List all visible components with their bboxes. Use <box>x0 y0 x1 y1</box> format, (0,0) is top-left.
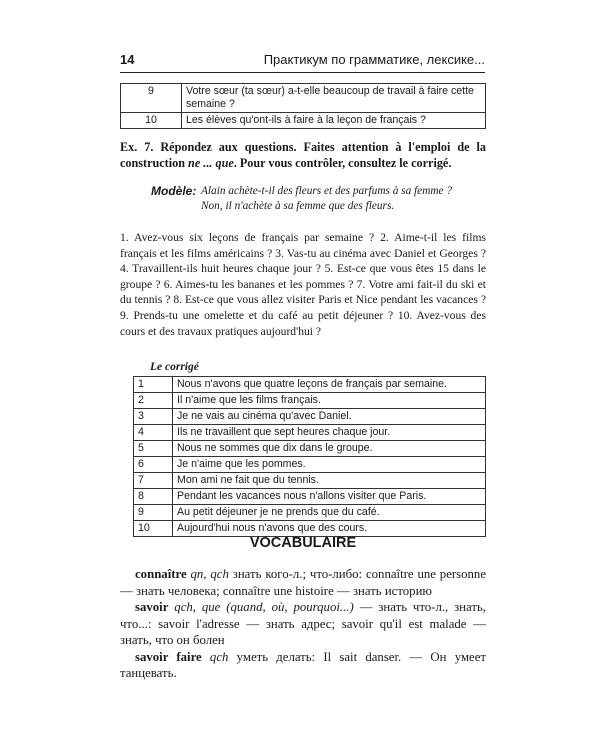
running-title: Практикум по грамматике, лексике... <box>263 52 485 67</box>
vocabulary-entry <box>120 566 486 599</box>
row-number: 1 <box>134 377 173 393</box>
entry-grammar: qch <box>201 649 229 664</box>
entry-headword: savoir faire <box>135 649 202 664</box>
table-row <box>134 505 486 521</box>
model-label: Modèle: <box>151 184 197 198</box>
row-text: Je ne vais au cinéma qu'avec Daniel. <box>173 409 486 425</box>
row-number: 5 <box>134 441 173 457</box>
row-number: 3 <box>134 409 173 425</box>
row-text: Au petit déjeuner je ne prends que du café. <box>173 505 486 521</box>
instructions-part1: Ex. 7. Répondez aux questions. Faites attention à l'emploi de la construction <box>120 140 486 170</box>
row-text: Je n'aime que les pommes. <box>173 457 486 473</box>
vocabulary-entry <box>120 649 486 682</box>
construction-term: ne ... que <box>188 156 234 170</box>
table-row <box>134 489 486 505</box>
table-row <box>134 393 486 409</box>
row-text: Il n'aime que les films français. <box>173 393 486 409</box>
exercise-instructions <box>120 139 486 171</box>
running-header <box>120 50 485 73</box>
row-number: 6 <box>134 457 173 473</box>
row-text: Mon ami ne fait que du tennis. <box>173 473 486 489</box>
entry-headword: connaître <box>135 567 187 581</box>
row-number: 10 <box>121 113 182 129</box>
row-text: Pendant les vacances nous n'allons visiter que Paris. <box>173 489 486 505</box>
instructions-part2: . Pour vous contrôler, consultez le corrigé. <box>233 156 452 170</box>
vocabulary-entries <box>120 566 486 682</box>
row-number: 9 <box>134 505 173 521</box>
entry-definition: знать кого-л.; что-либо: connaître une personne — знать человека; connaître une histoire — знать историю <box>120 567 487 598</box>
vocabulary-entry <box>120 599 486 649</box>
row-number: 10 <box>134 521 173 537</box>
row-text: Aujourd'hui nous n'avons que des cours. <box>173 521 486 537</box>
entry-definition: — знать что-л., знать, что...: savoir l'adresse — знать адрес; savoir qu'il est malade — знать, что он болен <box>120 600 486 647</box>
table-row <box>134 473 486 489</box>
entry-grammar: qn, qch <box>186 567 229 581</box>
table-row <box>134 377 486 393</box>
vocabulary-heading: VOCABULAIRE <box>249 535 357 551</box>
model-answer: Non, il n'achète à sa femme que des fleurs. <box>201 200 395 212</box>
table-row <box>121 84 486 113</box>
row-text: Votre sœur (ta sœur) a-t-elle beaucoup de travail à faire cette semaine ? <box>182 84 486 113</box>
model-question: Alain achète-t-il des fleurs et des parfums à sa femme ? <box>201 185 452 197</box>
entry-headword: savoir <box>135 600 169 614</box>
row-text: Ils ne travaillent que sept heures chaque jour. <box>173 425 486 441</box>
row-number: 9 <box>121 84 182 113</box>
corrige-table <box>133 376 486 537</box>
row-text: Nous ne sommes que dix dans le groupe. <box>173 441 486 457</box>
row-number: 4 <box>134 425 173 441</box>
table-row <box>134 441 486 457</box>
previous-exercise-table <box>120 83 486 129</box>
corrige-label: Le corrigé <box>150 361 199 373</box>
row-number: 7 <box>134 473 173 489</box>
exercise-questions: 1. Avez-vous six leçons de français par semaine ? 2. Aime-t-il les films français et les films américains ? 3. Vas-tu au cinéma avec Daniel et Georges ? 4. Travaillent-ils huit heures chaque jour ? 5. Est-ce que vous êtes 15 dans le groupe ? 6. Aimes-tu les bananes et les pommes ? 7. Votre ami fait-il du ski et du tennis ? 8. Est-ce que vous allez visiter Paris et Nice pendant les vacances ? 9. Prends-tu une omelette et du café au petit déjeuner ? 10. Avez-vous des cours et des travaux pratiques aujourd'hui ? <box>120 231 486 338</box>
table-row <box>134 457 486 473</box>
row-text: Nous n'avons que quatre leçons de français par semaine. <box>173 377 486 393</box>
entry-grammar: qch, que (quand, où, pourquoi...) <box>168 600 354 614</box>
page-number: 14 <box>120 52 135 67</box>
table-row <box>134 425 486 441</box>
table-row <box>134 409 486 425</box>
row-number: 2 <box>134 393 173 409</box>
row-text: Les élèves qu'ont-ils à faire à la leçon de français ? <box>182 113 486 129</box>
row-number: 8 <box>134 489 173 505</box>
entry-definition: уметь делать: Il sait danser. — Он умеет танцевать. <box>120 649 486 680</box>
table-row <box>121 113 486 129</box>
